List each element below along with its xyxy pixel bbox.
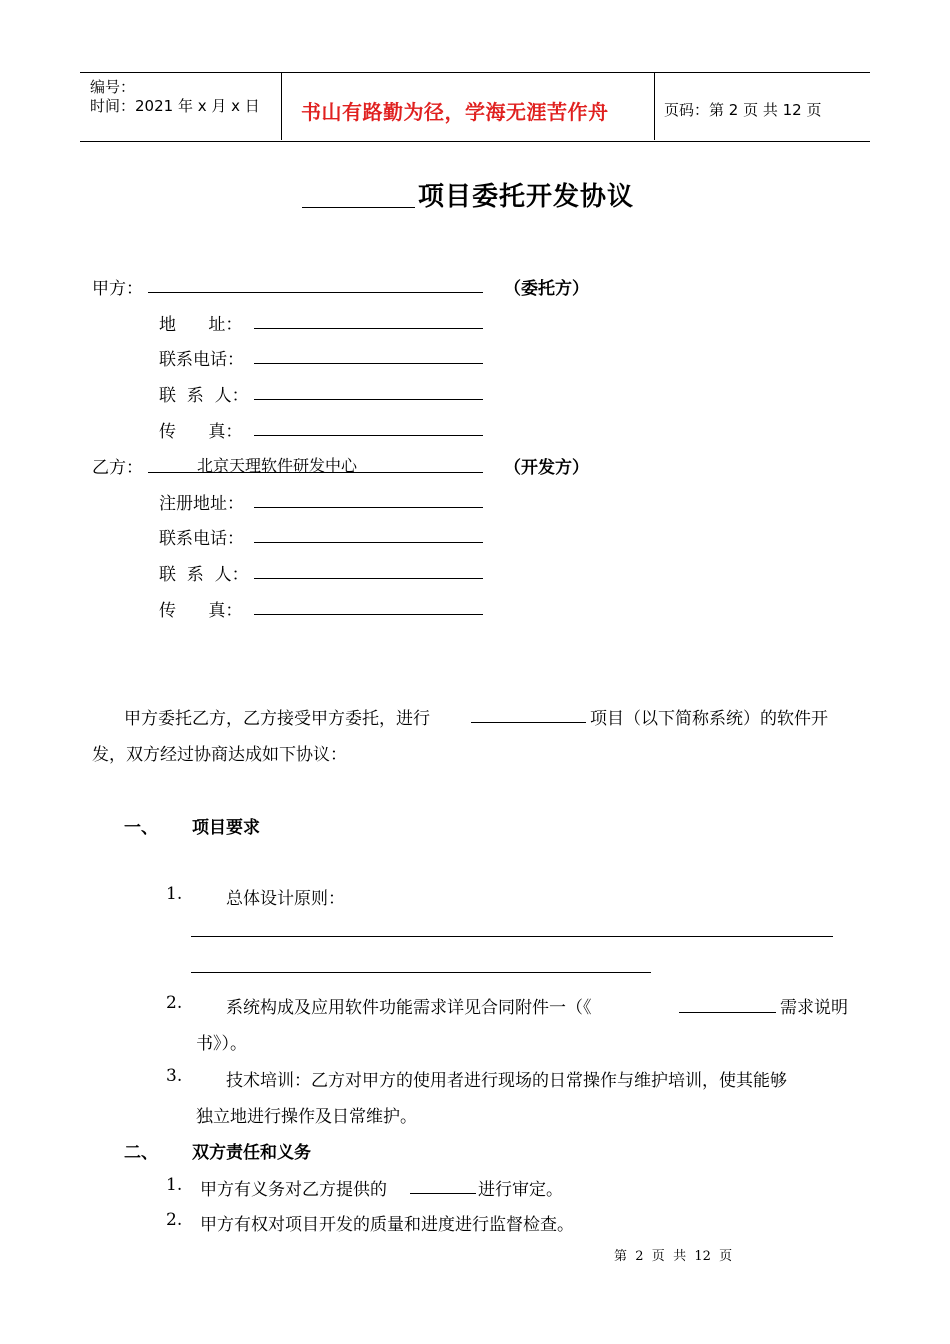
intro-project-blank bbox=[471, 722, 586, 723]
section-1-item-3-text-line1: 技术培训：乙方对甲方的使用者进行现场的日常操作与维护培训，使其能够 bbox=[226, 1071, 787, 1091]
section-1-item-2-text-line2: 书》）。 bbox=[196, 1034, 247, 1054]
party-b-phone-blank bbox=[254, 542, 483, 543]
requirements-doc-blank bbox=[679, 1012, 776, 1013]
party-b-fax-label: 传 真： bbox=[159, 601, 243, 621]
party-a-contact-blank bbox=[254, 399, 483, 400]
design-principle-blank-2 bbox=[191, 972, 651, 973]
section-2-number: 二、 bbox=[124, 1143, 158, 1163]
section-2-item-2-number: 2. bbox=[166, 1210, 183, 1230]
party-b-address-label: 注册地址： bbox=[159, 494, 244, 514]
party-a-role: （委托方） bbox=[504, 279, 589, 299]
section-1-item-3-text-line2: 独立地进行操作及日常维护。 bbox=[196, 1107, 417, 1127]
party-a-phone-blank bbox=[254, 363, 483, 364]
intro-text-part2: 项目（以下简称系统）的软件开 bbox=[590, 709, 828, 729]
section-2-item-2-text: 甲方有权对项目开发的质量和进度进行监督检查。 bbox=[200, 1215, 574, 1235]
party-b-fax-blank bbox=[254, 614, 483, 615]
party-b-contact-blank bbox=[254, 578, 483, 579]
intro-text-line2: 发，双方经过协商达成如下协议： bbox=[92, 745, 347, 765]
party-a-label: 甲方： bbox=[92, 279, 143, 299]
page-title: 项目委托开发协议 bbox=[418, 182, 635, 212]
doc-time-label: 时间：2021 年 x 月 x 日 bbox=[90, 97, 260, 115]
section-2-item-1-text-part1: 甲方有义务对乙方提供的 bbox=[200, 1180, 387, 1200]
party-b-name: 北京天理软件研发中心 bbox=[197, 456, 358, 475]
design-principle-blank-1 bbox=[191, 936, 833, 937]
party-a-contact-label: 联 系 人： bbox=[159, 386, 249, 406]
party-b-address-blank bbox=[254, 507, 483, 508]
party-b-phone-label: 联系电话： bbox=[159, 529, 244, 549]
section-1-item-2-number: 2. bbox=[166, 993, 183, 1013]
doc-number-label: 编号： bbox=[90, 78, 136, 96]
header-motto: 书山有路勤为径，学海无涯苦作舟 bbox=[301, 100, 609, 124]
party-a-address-label: 地 址： bbox=[159, 315, 243, 335]
title-blank-line bbox=[302, 207, 415, 208]
intro-text-part1: 甲方委托乙方，乙方接受甲方委托，进行 bbox=[124, 709, 430, 729]
section-2-item-1-number: 1. bbox=[166, 1175, 183, 1195]
party-a-blank bbox=[148, 292, 483, 293]
section-2-item-1-text-part2: 进行审定。 bbox=[478, 1180, 563, 1200]
section-2-title: 双方责任和义务 bbox=[192, 1143, 311, 1163]
section-1-item-2-text-part2: 需求说明 bbox=[780, 998, 848, 1018]
party-a-phone-label: 联系电话： bbox=[159, 350, 244, 370]
section-1-title: 项目要求 bbox=[192, 818, 260, 838]
page-info: 页码：第 2 页 共 12 页 bbox=[664, 101, 822, 119]
party-b-contact-label: 联 系 人： bbox=[159, 565, 249, 585]
header-divider bbox=[654, 72, 655, 140]
header-divider bbox=[281, 72, 282, 140]
party-a-fax-label: 传 真： bbox=[159, 422, 243, 442]
page-footer: 第 2 页 共 12 页 bbox=[614, 1249, 733, 1264]
section-1-item-2-text-part1: 系统构成及应用软件功能需求详见合同附件一（《 bbox=[226, 998, 592, 1018]
party-b-label: 乙方： bbox=[92, 458, 143, 478]
section-1-number: 一、 bbox=[124, 818, 158, 838]
section-1-item-3-number: 3. bbox=[166, 1066, 183, 1086]
party-a-fax-blank bbox=[254, 435, 483, 436]
review-item-blank bbox=[410, 1193, 476, 1194]
party-b-role: （开发方） bbox=[504, 458, 589, 478]
section-1-item-1-text: 总体设计原则： bbox=[226, 889, 345, 909]
party-a-address-blank bbox=[254, 328, 483, 329]
section-1-item-1-number: 1. bbox=[166, 884, 183, 904]
